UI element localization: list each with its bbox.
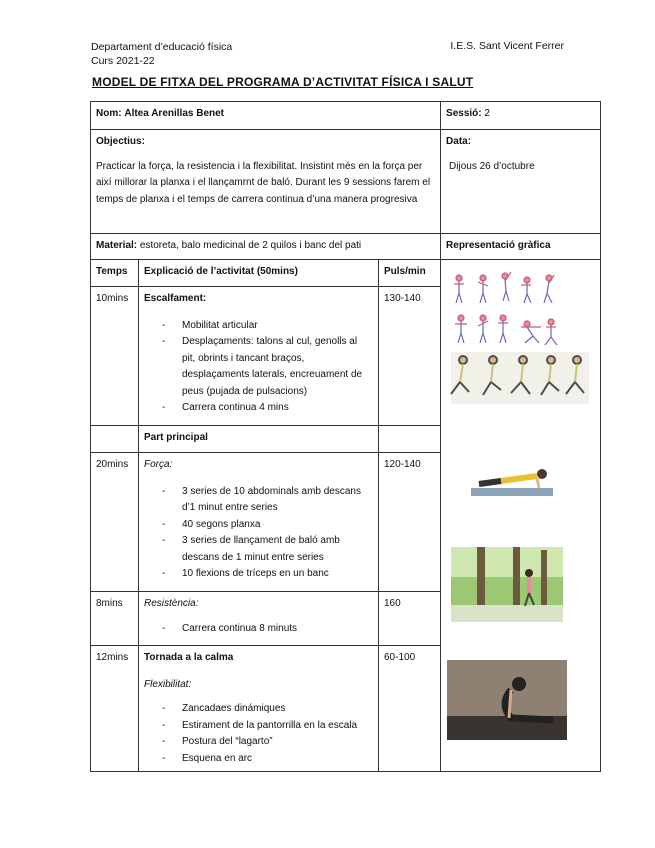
department-label: Departament d’educació física bbox=[91, 41, 233, 53]
objectives-text: Practicar la força, la resistencia i la flexibilitat. Insistint més en la força per així millorar la planxa i el llançamrnt de baló. Durant les 9 sessions farem el temps de planxa i el temps de carrera continua d’una manera progresiva bbox=[96, 160, 431, 205]
list-item: - Carrera continua 4 mins bbox=[144, 400, 373, 417]
date-label: Data: bbox=[446, 136, 472, 147]
objectives-label: Objectius: bbox=[96, 136, 145, 147]
cooldown-list bbox=[144, 701, 373, 767]
list-item: - Desplaçaments: talons al cul, genolls al pit, obrints i tancant braços, desplaçaments laterals, encreuament de peus (pujada de pulsacions) bbox=[144, 334, 373, 400]
endurance-time: 8mins bbox=[91, 592, 139, 646]
material-label: Material: bbox=[96, 240, 138, 251]
list-item: - 3 series de llançament de baló amb descans de 1 minut entre series bbox=[144, 533, 373, 566]
list-item: - Mobilitat articular bbox=[144, 318, 373, 335]
column-header-row bbox=[91, 260, 601, 287]
list-item: - Postura del “lagarto” bbox=[144, 734, 373, 751]
list-item: - 3 series de 10 abdominals amb descans d’1 minut entre series bbox=[144, 484, 373, 517]
objectives-row bbox=[91, 130, 601, 234]
school-label: I.E.S. Sant Vicent Ferrer bbox=[450, 40, 564, 52]
col-time: Temps bbox=[91, 260, 139, 287]
name-label: Nom: bbox=[96, 108, 122, 119]
graphics-cell bbox=[441, 260, 601, 772]
activity-sheet-table bbox=[90, 101, 601, 772]
material-value: estoreta, balo medicinal de 2 quilos i banc del pati bbox=[139, 240, 362, 251]
material-row bbox=[91, 234, 601, 260]
document-title: MODEL DE FITXA DEL PROGRAMA D’ACTIVITAT FÍSICA I SALUT bbox=[92, 75, 474, 89]
strength-list bbox=[144, 484, 373, 583]
list-item: - Carrera continua 8 minuts bbox=[144, 621, 373, 638]
cooldown-subtitle: Flexibilitat: bbox=[144, 678, 192, 690]
list-item: - Estirament de la pantorrilla en la escala bbox=[144, 718, 373, 735]
document-header-left bbox=[91, 40, 232, 68]
endurance-list bbox=[144, 621, 373, 638]
graphics-illustrations bbox=[441, 260, 599, 756]
strength-time: 20mins bbox=[91, 453, 139, 592]
endurance-title: Resistència: bbox=[144, 598, 199, 609]
cooldown-title: Tornada a la calma bbox=[144, 652, 234, 663]
strength-pulse: 120-140 bbox=[379, 453, 441, 592]
graphic-label: Representació gràfica bbox=[441, 234, 601, 260]
name-row bbox=[91, 102, 601, 130]
warmup-figures-icon bbox=[454, 272, 557, 345]
session-label: Sessió: bbox=[446, 108, 482, 119]
warmup-pulse: 130-140 bbox=[379, 287, 441, 426]
warmup-title: Escalfament: bbox=[144, 293, 207, 304]
yoga-stretch-photo bbox=[447, 660, 567, 740]
cooldown-time: 12mins bbox=[91, 646, 139, 772]
running-sequence-icon bbox=[451, 352, 589, 404]
name-value: Altea Arenillas Benet bbox=[124, 108, 225, 119]
list-item: - 10 flexions de tríceps en un banc bbox=[144, 566, 373, 583]
plank-exercise-icon bbox=[471, 469, 553, 496]
date-value: Dijous 26 d’octubre bbox=[449, 160, 535, 172]
list-item: - Esquena en arc bbox=[144, 751, 373, 768]
warmup-time: 10mins bbox=[91, 287, 139, 426]
session-value: 2 bbox=[484, 108, 490, 119]
list-item: - Zancadaes dinámiques bbox=[144, 701, 373, 718]
main-part-title: Part principal bbox=[139, 426, 379, 453]
endurance-pulse: 160 bbox=[379, 592, 441, 646]
cooldown-pulse: 60-100 bbox=[379, 646, 441, 772]
list-item: - 40 segons planxa bbox=[144, 517, 373, 534]
course-label: Curs 2021-22 bbox=[91, 55, 155, 67]
strength-title: Força: bbox=[144, 459, 173, 470]
park-running-photo bbox=[451, 547, 563, 622]
col-explanation: Explicació de l’activitat (50mins) bbox=[139, 260, 379, 287]
col-pulse: Puls/min bbox=[379, 260, 441, 287]
warmup-list bbox=[144, 318, 373, 417]
